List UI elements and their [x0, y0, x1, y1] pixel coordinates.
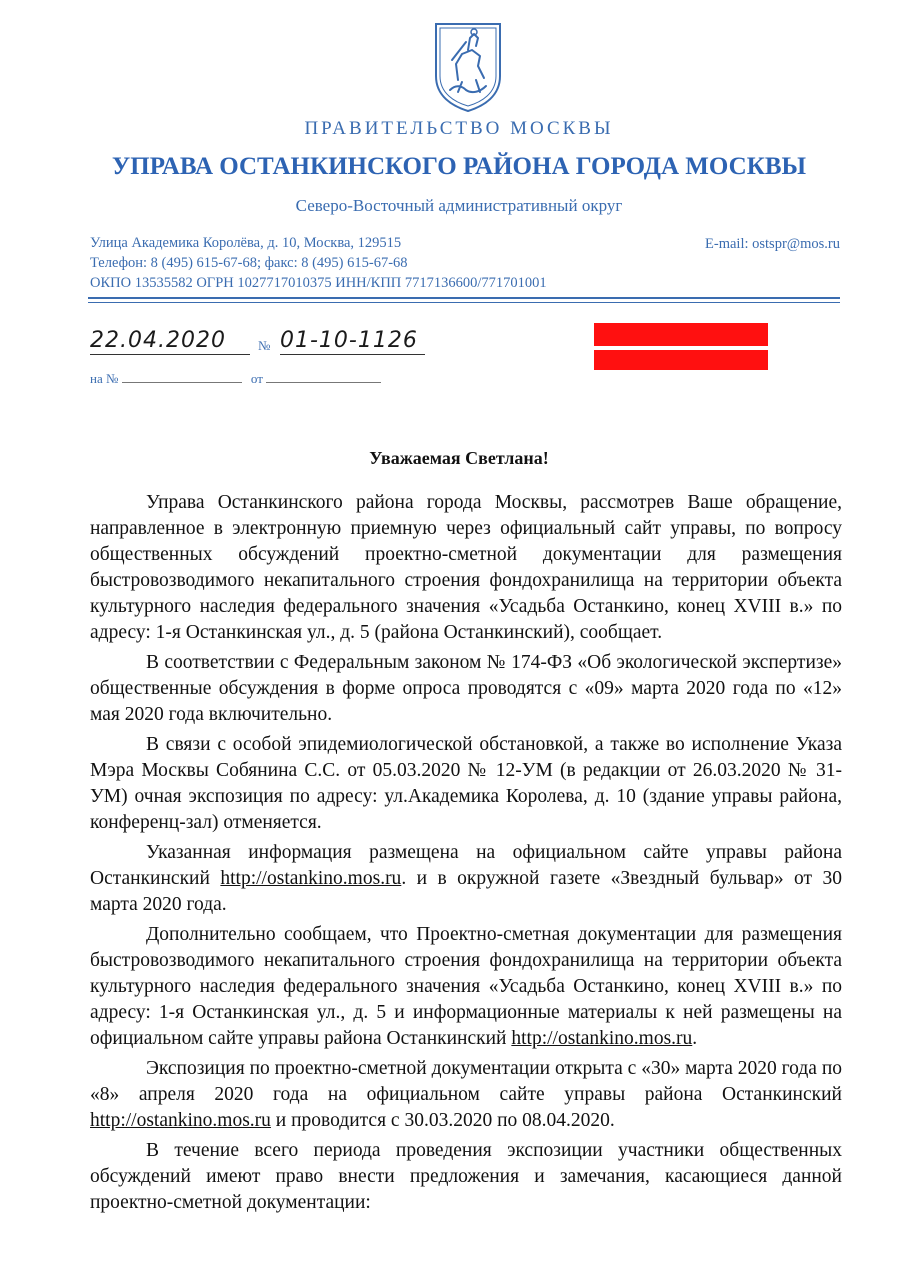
paragraph-text: Указанная информация размещена на официальном сайте управы района Останкинский	[90, 842, 842, 889]
site-link[interactable]: http://ostankino.mos.ru	[511, 1028, 693, 1049]
header-divider	[88, 297, 840, 299]
paragraph	[90, 922, 842, 1052]
paragraph-text: Экспозиция по проектно-сметной документации открыта с «30» марта 2020 года по «8» апреля 2020 года на официальном сайте управы района Останкинский	[90, 1058, 842, 1105]
ref-number-blank	[122, 370, 242, 383]
paragraph	[90, 840, 842, 918]
redaction-bar	[594, 323, 768, 346]
phone-line: Телефон: 8 (495) 615-67-68; факс: 8 (495) 615-67-68	[90, 255, 408, 271]
paragraph-text: . и в окружной газете «Звездный бульвар» от 30 марта 2020 года.	[90, 868, 842, 915]
site-link[interactable]: http://ostankino.mos.ru	[90, 1110, 271, 1131]
contact-block	[90, 233, 547, 293]
ref-label: на №	[90, 371, 119, 386]
from-label: от	[250, 371, 263, 386]
ref-date-blank	[266, 370, 381, 383]
redaction-bar	[594, 350, 768, 370]
number-label: №	[258, 338, 271, 353]
greeting: Уважаемая Светлана!	[369, 448, 549, 468]
government-name: ПРАВИТЕЛЬСТВО МОСКВЫ	[304, 118, 614, 139]
outgoing-number: 01-10-1126	[280, 328, 425, 355]
site-link[interactable]: http://ostankino.mos.ru	[220, 868, 402, 889]
okrug-name: Северо-Восточный административный округ	[295, 196, 623, 215]
paragraph: В связи с особой эпидемиологической обстановкой, а также во исполнение Указа Мэра Москвы Собянина С.С. от 05.03.2020 № 12-УМ (в редакции от 26.03.2020 № 31-УМ) очная экспозиция по адресу: ул.Академика Королева, д. 10 (здание управы района, конференц-зал) отменяется.	[90, 734, 842, 833]
address-line: Улица Академика Королёва, д. 10, Москва, 129515	[90, 235, 402, 251]
paragraph: В соответствии с Федеральным законом № 174-ФЗ «Об экологической экспертизе» общественные обсуждения в форме опроса проводятся с «09» марта 2020 года по «12» мая 2020 года включительно.	[90, 652, 842, 725]
moscow-coat-of-arms-icon	[432, 20, 504, 114]
letter-body	[90, 490, 842, 1220]
outgoing-date: 22.04.2020	[90, 328, 250, 355]
organization-name: УПРАВА ОСТАНКИНСКОГО РАЙОНА ГОРОДА МОСКВЫ	[111, 153, 807, 180]
header-divider-thin	[88, 302, 840, 303]
reference-row	[90, 370, 381, 387]
paragraph	[90, 1056, 842, 1134]
email-line: E-mail: ostspr@mos.ru	[705, 236, 840, 252]
paragraph-text: и проводится с 30.03.2020 по 08.04.2020.	[270, 1110, 615, 1131]
paragraph: В течение всего периода проведения экспозиции участники общественных обсуждений имеют право внести предложения и замечания, касающиеся данной проектно-сметной документации:	[90, 1140, 842, 1213]
codes-line: ОКПО 13535582 ОГРН 1027717010375 ИНН/КПП 7717136600/771701001	[90, 275, 547, 291]
paragraph-text: Дополнительно сообщаем, что Проектно-сметная документации для размещения быстровозводимого некапитального строения фондохранилища на территории объекта культурного наследия федерального значения «Усадьба Останкино, конец XVIII в.» по адресу: 1-я Останкинская ул., д. 5 и информационные материалы к ней размещены на официальном сайте управы района Останкинский	[90, 924, 842, 1049]
paragraph-text: .	[692, 1028, 698, 1049]
paragraph: Управа Останкинского района города Москвы, рассмотрев Ваше обращение, направленное в электронную приемную через официальный сайт управы, по вопросу общественных обсуждений проектно-сметной документации для размещения быстровозводимого некапитального строения фондохранилища на территории объекта культурного наследия федерального значения «Усадьба Останкино, конец XVIII в.» по адресу: 1-я Останкинская ул., д. 5 (района Останкинский), сообщает.	[90, 492, 842, 643]
